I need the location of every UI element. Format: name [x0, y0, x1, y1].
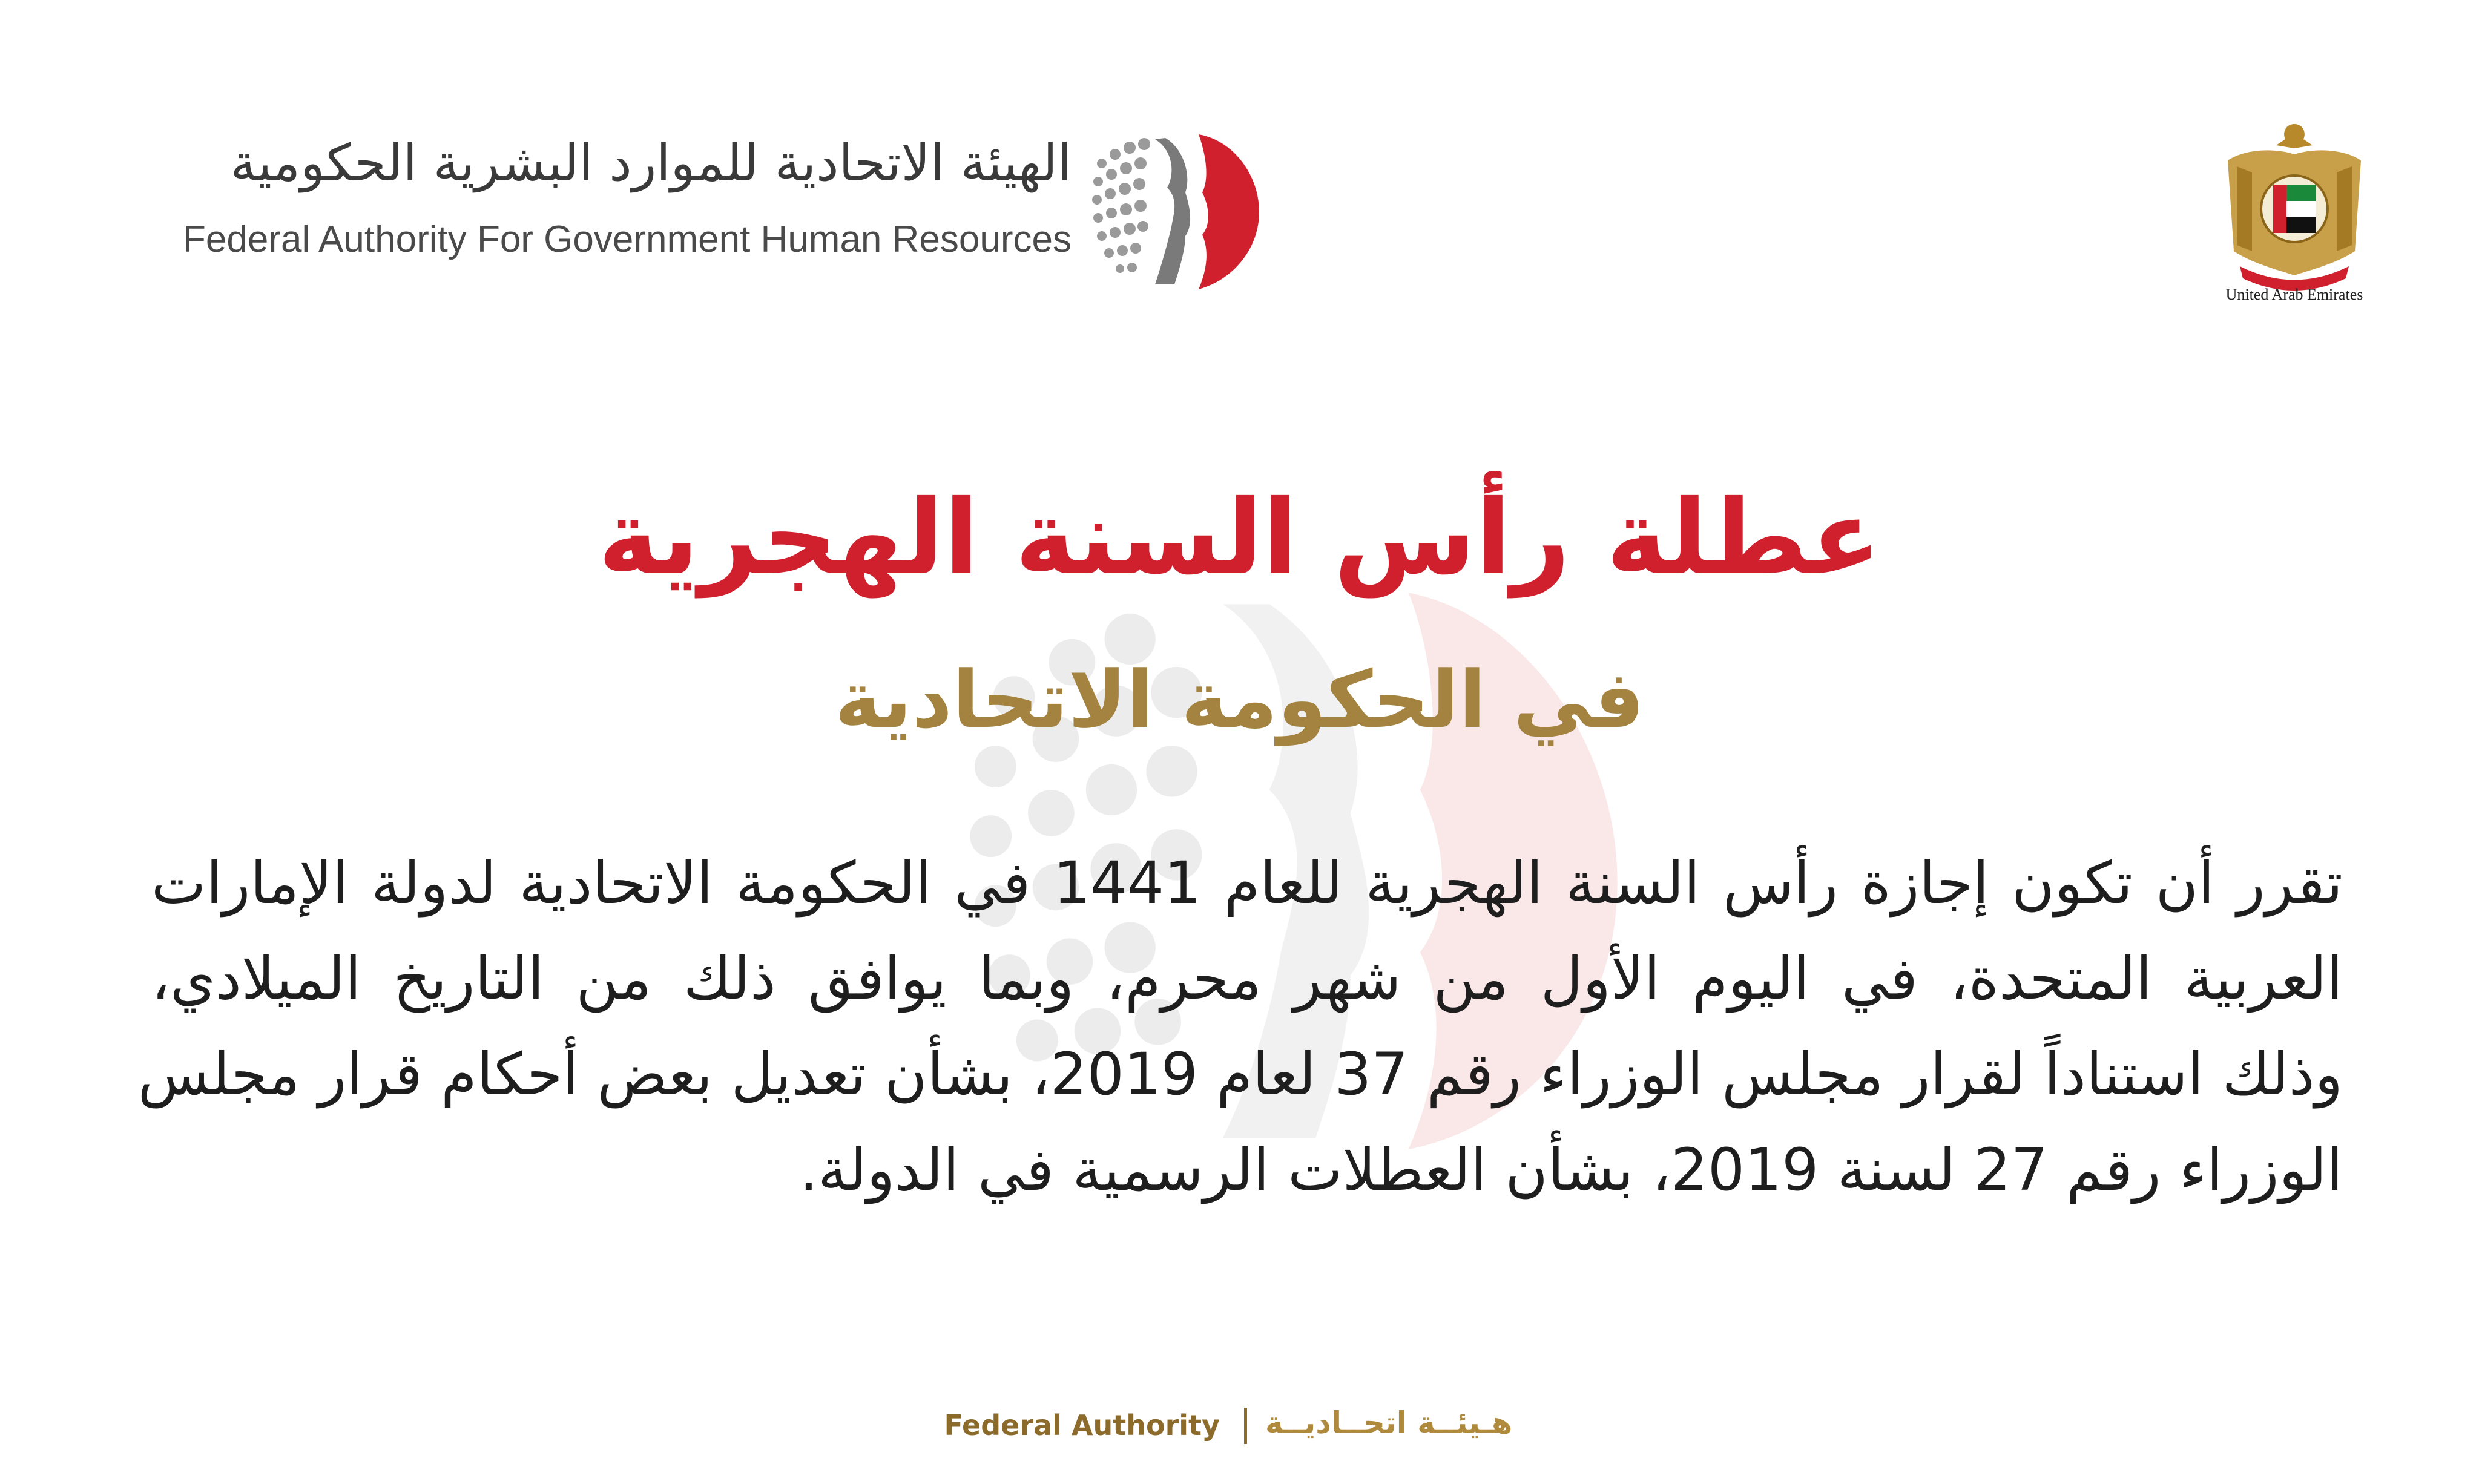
org-name-english: Federal Authority For Government Human Resources [183, 218, 1072, 260]
body-line: تقرر أن تكون إجازة رأس السنة الهجرية للعام 1441 في الحكومة الاتحادية لدولة الإمارات [151, 849, 2343, 917]
footer-separator [1244, 1408, 1247, 1444]
uae-emblem-icon [2216, 112, 2373, 312]
fahr-logo-icon [1084, 121, 1265, 303]
footer-label-arabic: هـيئــة اتحــاديــة [1265, 1405, 1513, 1440]
fahr-logo [176, 121, 1265, 303]
footer [0, 1405, 2479, 1454]
org-name-arabic: الهيئة الاتحادية للموارد البشرية الحكومية [230, 133, 1072, 192]
page-title: عطلة رأس السنة الهجرية [598, 478, 1881, 598]
fahr-logo-text [163, 121, 1072, 303]
uae-emblem-caption: United Arab Emirates [2225, 286, 2363, 303]
announcement-body [137, 835, 2343, 1218]
body-line: وذلك استناداً لقرار مجلس الوزراء رقم 37 لعام 2019، بشأن تعديل بعض أحكام قرار مجلس [137, 1040, 2343, 1108]
page-subtitle: في الحكومة الاتحادية [834, 654, 1645, 746]
footer-label-english: Federal Authority [944, 1409, 1220, 1442]
body-line: العربية المتحدة، في اليوم الأول من شهر محرم، وبما يوافق ذلك من التاريخ الميلادي، [151, 945, 2343, 1013]
body-line: الوزراء رقم 27 لسنة 2019، بشأن العطلات الرسمية في الدولة. [799, 1136, 2343, 1204]
